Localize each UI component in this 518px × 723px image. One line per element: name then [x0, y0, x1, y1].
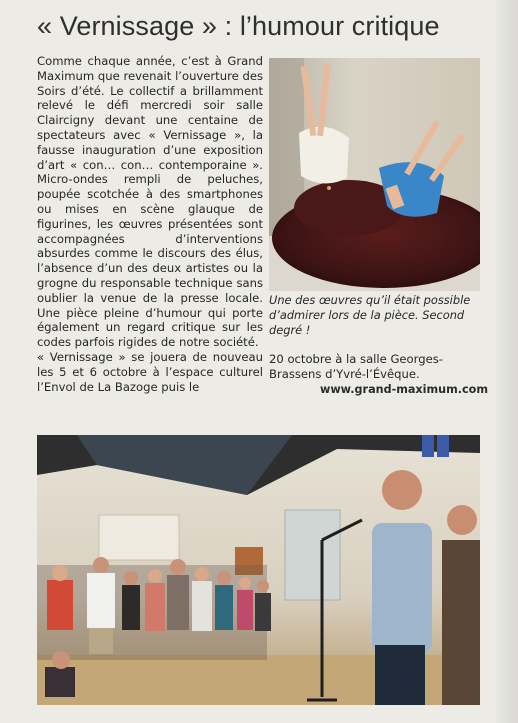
photo-caption: Une des œuvres qu’il était possible d’admirer lors de la pièce. Second degré ! — [269, 293, 471, 337]
article-paragraph: Comme chaque année, c’est à Grand Maximum que revenait l’ouverture des Soirs d’été. Le collectif a brillamment relevé le défi mercredi soir salle Claircigny devant une centaine de spectateurs avec « Vernissage », la fausse inauguration d’une exposition d’art « con… con… contemporaine ». Micro-ondes rempli de peluches, poupée scotchée à des smartphones ou mises en scène glauque de figurines, les œuvres présentées sont accompagnées d’interventions absurdes comme le discours des élus, l’absence d’un des deux artistes ou la grogne du responsable technique sans oublier la venue de la presse locale. Une pièce pleine d’humour qui porte également un regard critique sur les codes parfois rigides de notre société. — [37, 54, 263, 350]
website-link[interactable]: www.grand-maximum.com — [320, 383, 488, 396]
page-edge — [496, 0, 518, 723]
article-paragraph: « Vernissage » se jouera de nouveau les 5 et 6 octobre à l’espace culturel l’Envol de La Bazoge puis le — [37, 349, 263, 394]
headline: « Vernissage » : l’humour critique — [37, 11, 440, 41]
audience-photo — [37, 435, 480, 705]
article-body — [37, 54, 263, 394]
article-continuation: 20 octobre à la salle Georges-Brassens d’Yvré-l’Évêque. — [269, 352, 443, 381]
artwork-photo — [269, 58, 480, 291]
